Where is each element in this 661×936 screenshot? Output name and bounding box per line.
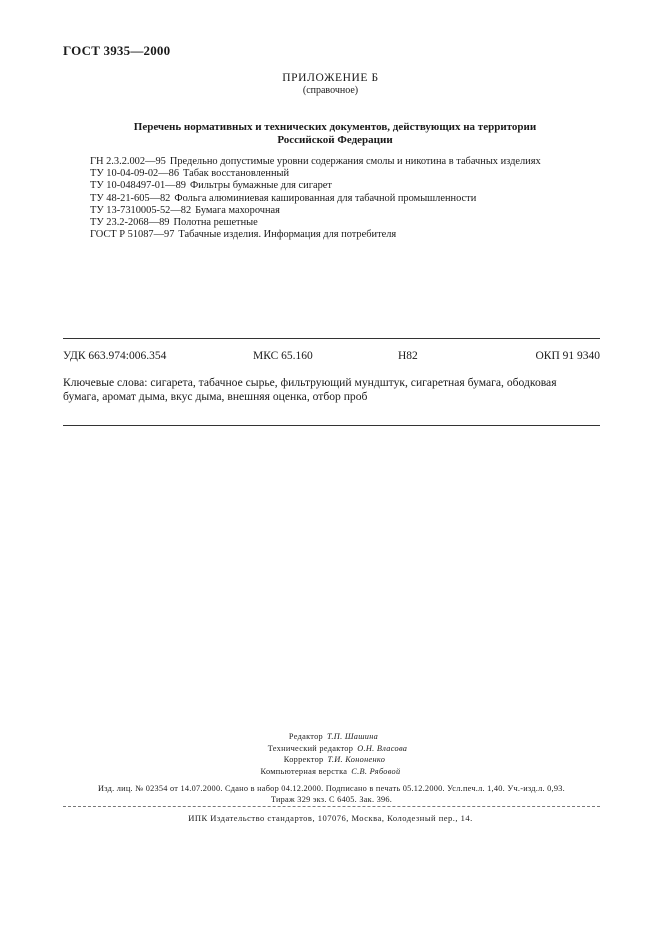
credit-line <box>0 766 661 778</box>
list-item <box>90 180 620 192</box>
udk-code: УДК 663.974:006.354 <box>63 350 167 362</box>
document-code: ГОСТ 3935—2000 <box>63 43 171 58</box>
list-item <box>90 229 620 241</box>
document-code-ref: ТУ 48-21-605—82 <box>90 192 171 204</box>
top-divider <box>63 338 600 339</box>
credit-role: Технический редактор <box>267 743 354 753</box>
credit-person: С.В. Рябовой <box>351 766 401 776</box>
document-code-ref: ГОСТ Р 51087—97 <box>90 229 175 241</box>
document-title: Табак восстановленный <box>183 168 290 180</box>
imprint-divider <box>63 806 600 807</box>
document-title: Предельно допустимые уровни содержания смолы и никотина в табачных изделиях <box>169 156 541 167</box>
document-title: Табачные изделия. Информация для потребителя <box>178 229 397 241</box>
list-item <box>90 168 620 180</box>
list-item <box>90 156 620 168</box>
list-item <box>90 193 620 205</box>
document-title: Фильтры бумажные для сигарет <box>189 180 332 192</box>
credit-line <box>0 743 661 755</box>
documents-heading-line-1: Перечень нормативных и технических документов, действующих на территории <box>133 121 537 133</box>
documents-list <box>90 156 620 241</box>
bottom-divider <box>63 425 600 426</box>
okp-code: ОКП 91 9340 <box>535 350 600 362</box>
credit-person: О.Н. Власова <box>357 743 408 753</box>
imprint-block <box>63 783 600 805</box>
mks-code: МКС 65.160 <box>253 350 313 362</box>
keywords-line-1: Ключевые слова: сигарета, табачное сырье, фильтрующий мундштук, сигаретная бумага, ободковая <box>63 376 557 389</box>
credit-role: Редактор <box>288 732 324 741</box>
document-code-ref: ТУ 23.2-2068—89 <box>90 217 170 229</box>
documents-heading <box>100 121 570 147</box>
credit-line <box>0 731 661 743</box>
document-code-ref: ТУ 10-04-09-02—86 <box>90 168 180 180</box>
document-title: Полотна решетные <box>173 217 258 229</box>
document-code-ref: ГН 2.3.2.002—95 <box>90 156 166 167</box>
imprint-line-1: Изд. лиц. № 02354 от 14.07.2000. Сдано в набор 04.12.2000. Подписано в печать 05.12.2000. Усл.печ.л. 1,40. Уч.-изд.л. 0,93. <box>98 784 565 793</box>
keywords-line-2: бумага, аромат дыма, вкус дыма, внешняя оценка, отбор проб <box>63 390 368 403</box>
appendix-title: ПРИЛОЖЕНИЕ Б <box>282 72 379 84</box>
credit-line <box>0 754 661 766</box>
document-title: Фольга алюминиевая кашированная для табачной промышленности <box>174 192 477 204</box>
credits-block <box>0 731 661 777</box>
credit-role: Компьютерная верстка <box>260 766 348 776</box>
publisher-address: ИПК Издательство стандартов, 107076, Москва, Колодезный пер., 14. <box>188 813 473 823</box>
document-code-ref: ТУ 10-048497-01—89 <box>90 180 186 192</box>
documents-heading-line-2: Российской Федерации <box>277 134 393 146</box>
imprint-line-2: Тираж 329 экз. С 6405. Зак. 396. <box>270 795 393 804</box>
credit-person: Т.И. Кононенко <box>327 755 386 764</box>
document-code-ref: ТУ 13-7310005-52—82 <box>90 204 192 216</box>
credit-person: Т.П. Шашина <box>327 732 379 741</box>
keywords <box>63 376 600 404</box>
appendix-subtitle: (справочное) <box>302 85 359 96</box>
group-code: Н82 <box>398 350 418 362</box>
document-title: Бумага махорочная <box>195 204 280 216</box>
list-item <box>90 205 620 217</box>
credit-role: Корректор <box>283 755 324 764</box>
list-item <box>90 217 620 229</box>
